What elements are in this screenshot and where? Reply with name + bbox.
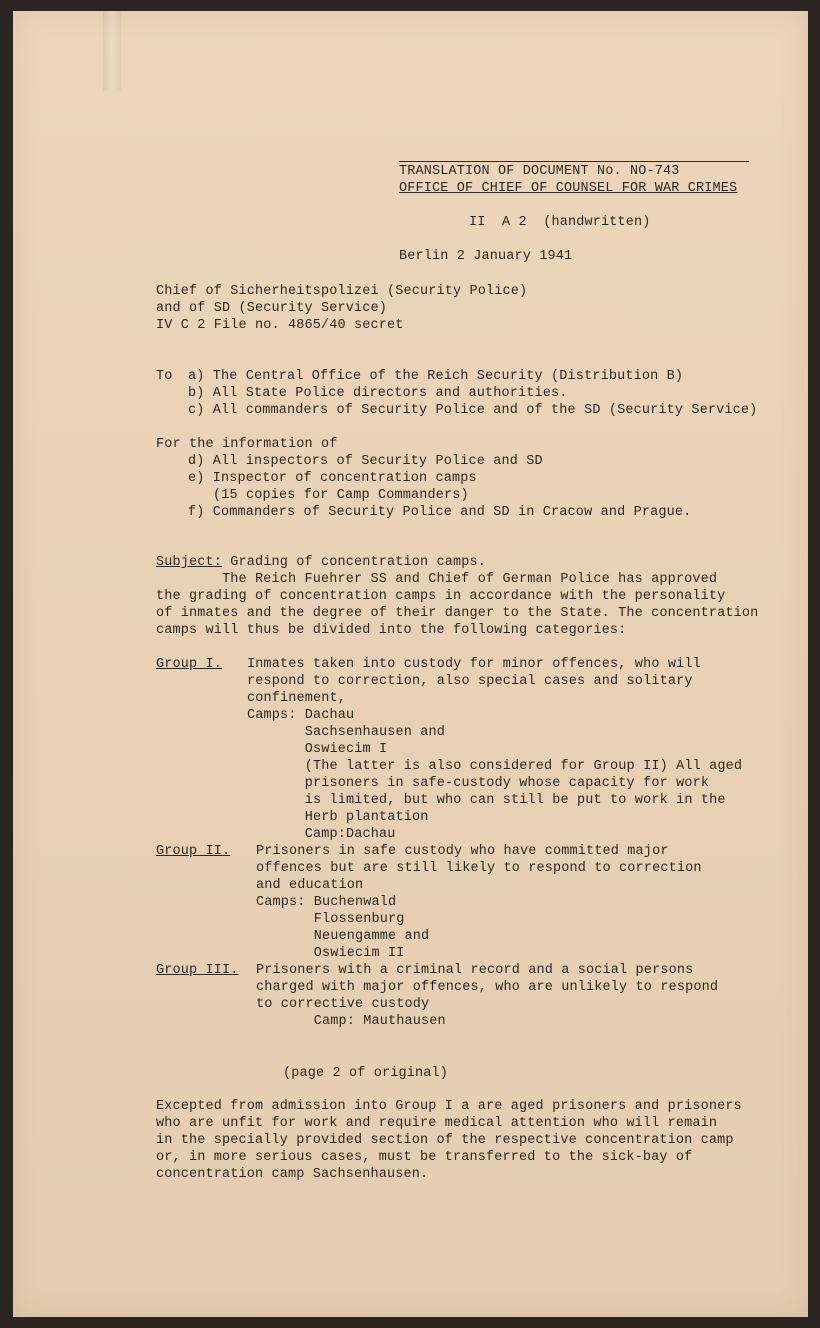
closing-line: in the specially provided section of the respective concentration camp: [156, 1133, 734, 1148]
page-note: (page 2 of original): [283, 1066, 449, 1081]
group-1-line: Camp:Dachau: [247, 827, 396, 842]
info-e-copies: (15 copies for Camp Commanders): [213, 488, 469, 503]
group-1-line: (The latter is also considered for Group II) All aged: [247, 759, 743, 774]
group-2-label: Group II.: [156, 844, 231, 859]
recipient-c: c) All commanders of Security Police and of the SD (Security Service): [188, 403, 758, 418]
sender-line: and of SD (Security Service): [156, 301, 388, 316]
sender-line: Chief of Sicherheitspolizei (Security Police): [156, 284, 528, 299]
paper-fold: [103, 11, 121, 91]
header-line-1: TRANSLATION OF DOCUMENT No. NO-743: [399, 164, 680, 179]
group-1-line: Oswiecim I: [247, 742, 388, 757]
group-1-line: Camps: Dachau: [247, 708, 355, 723]
subject-line: [156, 554, 486, 571]
closing-line: who are unfit for work and require medical attention who will remain: [156, 1116, 718, 1131]
group-1-label: Group I.: [156, 657, 223, 672]
group-1-line: Inmates taken into custody for minor offences, who will: [247, 657, 701, 672]
handwritten-note: II A 2 (handwritten): [469, 215, 651, 230]
group-2-line: Neuengamme and: [256, 929, 430, 944]
closing-line: Excepted from admission into Group I a are aged prisoners and prisoners: [156, 1099, 742, 1114]
info-e: e) Inspector of concentration camps: [188, 471, 477, 486]
group-3-label: Group III.: [156, 963, 239, 978]
subject-body-line: The Reich Fuehrer SS and Chief of German Police has approved: [156, 572, 718, 587]
group-2-line: Camps: Buchenwald: [256, 895, 397, 910]
subject-body-line: the grading of concentration camps in accordance with the personality: [156, 589, 726, 604]
group-2-line: Flossenburg: [256, 912, 405, 927]
group-3-line: to corrective custody: [256, 997, 430, 1012]
header-line-2: OFFICE OF CHIEF OF COUNSEL FOR WAR CRIMES: [399, 181, 738, 196]
closing-line: or, in more serious cases, must be transferred to the sick-bay of: [156, 1150, 693, 1165]
closing-line: concentration camp Sachsenhausen.: [156, 1167, 429, 1182]
info-heading: For the information of: [156, 437, 338, 452]
group-3-line: Camp: Mauthausen: [256, 1014, 446, 1029]
document-page: [13, 11, 808, 1317]
group-2-line: Oswiecim II: [256, 946, 405, 961]
group-3-line: Prisoners with a criminal record and a social persons: [256, 963, 694, 978]
info-f: f) Commanders of Security Police and SD in Cracow and Prague.: [188, 505, 692, 520]
group-2-line: Prisoners in safe custody who have committed major: [256, 844, 669, 859]
group-1-line: prisoners in safe-custody whose capacity for work: [247, 776, 710, 791]
group-3-line: charged with major offences, who are unlikely to respond: [256, 980, 719, 995]
group-2-line: offences but are still likely to respond to correction: [256, 861, 702, 876]
group-1-line: is limited, but who can still be put to work in the: [247, 793, 726, 808]
recipient-b: b) All State Police directors and authorities.: [188, 386, 568, 401]
group-2-line: and education: [256, 878, 364, 893]
sender-line: IV C 2 File no. 4865/40 secret: [156, 318, 404, 333]
group-1-line: Sachsenhausen and: [247, 725, 446, 740]
subject-body-line: camps will thus be divided into the following categories:: [156, 623, 627, 638]
group-1-line: respond to correction, also special cases and solitary: [247, 674, 693, 689]
subject-body-line: of inmates and the degree of their danger to the State. The concentration: [156, 606, 759, 621]
group-1-line: confinement,: [247, 691, 347, 706]
recipient-a: a) The Central Office of the Reich Security (Distribution B): [188, 369, 684, 384]
group-1-line: Herb plantation: [247, 810, 429, 825]
subject-label: Subject:: [156, 555, 223, 570]
info-d: d) All inspectors of Security Police and SD: [188, 454, 543, 469]
header-rule-top: [399, 161, 749, 162]
subject-text: Grading of concentration camps.: [222, 555, 487, 570]
document-date: Berlin 2 January 1941: [399, 249, 573, 264]
recipients-to: To: [156, 369, 173, 384]
